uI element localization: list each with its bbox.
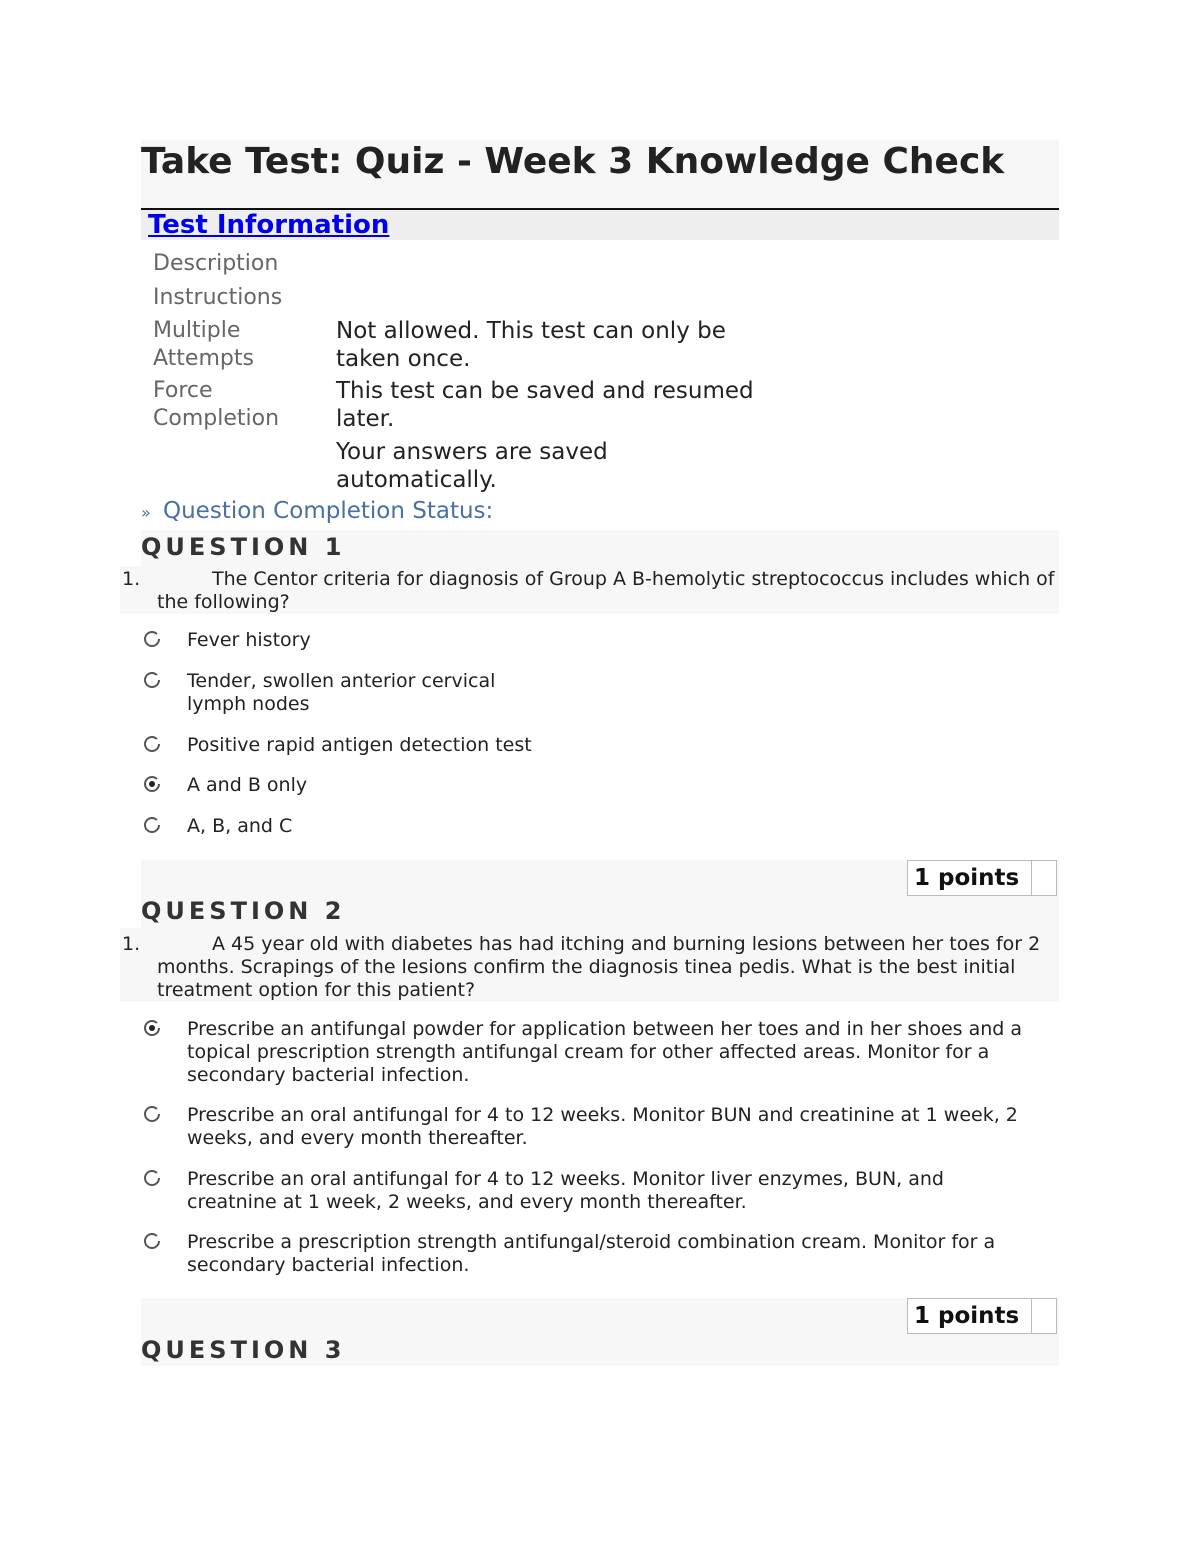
info-value-force-completion: This test can be saved and resumed later. (336, 378, 754, 432)
question-2-title: QUESTION 2 (141, 897, 346, 925)
radio-button-icon[interactable] (143, 1105, 161, 1123)
radio-button-selected-icon[interactable] (143, 775, 161, 793)
page-title-band (141, 140, 1059, 210)
question-completion-status-label: Question Completion Status: (163, 498, 494, 524)
answer-text: Prescribe an oral antifungal for 4 to 12 weeks. Monitor BUN and creatinine at 1 week, 2 weeks, and every month thereafter. (187, 1104, 1018, 1149)
points-cell (1031, 1299, 1056, 1333)
question-2-text: A 45 year old with diabetes has had itching and burning lesions between her toes for 2 months. Scrapings of the lesions confirm the diagnosis tinea pedis. What is the best initial treatment option for this patient? (157, 933, 1041, 1001)
info-label-multiple-attempts: Multiple Attempts (153, 318, 254, 371)
radio-button-icon[interactable] (143, 671, 161, 689)
info-label-force-completion: Force Completion (153, 378, 280, 431)
question-1-title: QUESTION 1 (141, 533, 346, 561)
test-information-header (141, 210, 1059, 240)
answer-text: Positive rapid antigen detection test (187, 734, 532, 756)
radio-button-selected-icon[interactable] (143, 1019, 161, 1037)
question-2-points-box (907, 1298, 1057, 1334)
page-title: Take Test: Quiz - Week 3 Knowledge Check (141, 141, 1005, 182)
answer-text: A and B only (187, 774, 308, 796)
radio-button-icon[interactable] (143, 816, 161, 834)
question-2-number: 1. (122, 933, 141, 955)
points-cell (1031, 861, 1056, 895)
chevron-double-down-icon: » (141, 503, 151, 522)
radio-button-icon[interactable] (143, 1232, 161, 1250)
points-value: 1 points (914, 1303, 1020, 1329)
question-1-text: The Centor criteria for diagnosis of Group A B-hemolytic streptococcus includes which of the following? (157, 568, 1055, 613)
radio-button-icon[interactable] (143, 630, 161, 648)
answer-text: Prescribe a prescription strength antifungal/steroid combination cream. Monitor for a secondary bacterial infection. (187, 1231, 996, 1276)
question-1-number: 1. (122, 568, 141, 590)
question-3-title: QUESTION 3 (141, 1336, 346, 1364)
answer-text: Prescribe an antifungal powder for application between her toes and in her shoes and a topical prescription strength antifungal cream for other affected areas. Monitor for a secondary bacterial infection. (187, 1018, 1023, 1086)
answer-text: Prescribe an oral antifungal for 4 to 12 weeks. Monitor liver enzymes, BUN, and creatnine at 1 week, 2 weeks, and every month thereafter. (187, 1168, 944, 1213)
answer-text: Tender, swollen anterior cervical lymph nodes (187, 670, 496, 715)
info-value-multiple-attempts: Not allowed. This test can only be taken once. (336, 318, 726, 372)
answer-text: A, B, and C (187, 815, 293, 837)
radio-button-icon[interactable] (143, 1169, 161, 1187)
test-information-link[interactable]: Test Information (148, 210, 390, 240)
question-completion-status[interactable] (141, 496, 493, 526)
question-1-points-box (907, 860, 1057, 896)
info-label-instructions: Instructions (153, 285, 283, 310)
info-autosave-note: Your answers are saved automatically. (336, 439, 608, 493)
answer-text: Fever history (187, 629, 311, 651)
radio-button-icon[interactable] (143, 735, 161, 753)
points-value: 1 points (914, 865, 1020, 891)
info-label-description: Description (153, 251, 279, 276)
